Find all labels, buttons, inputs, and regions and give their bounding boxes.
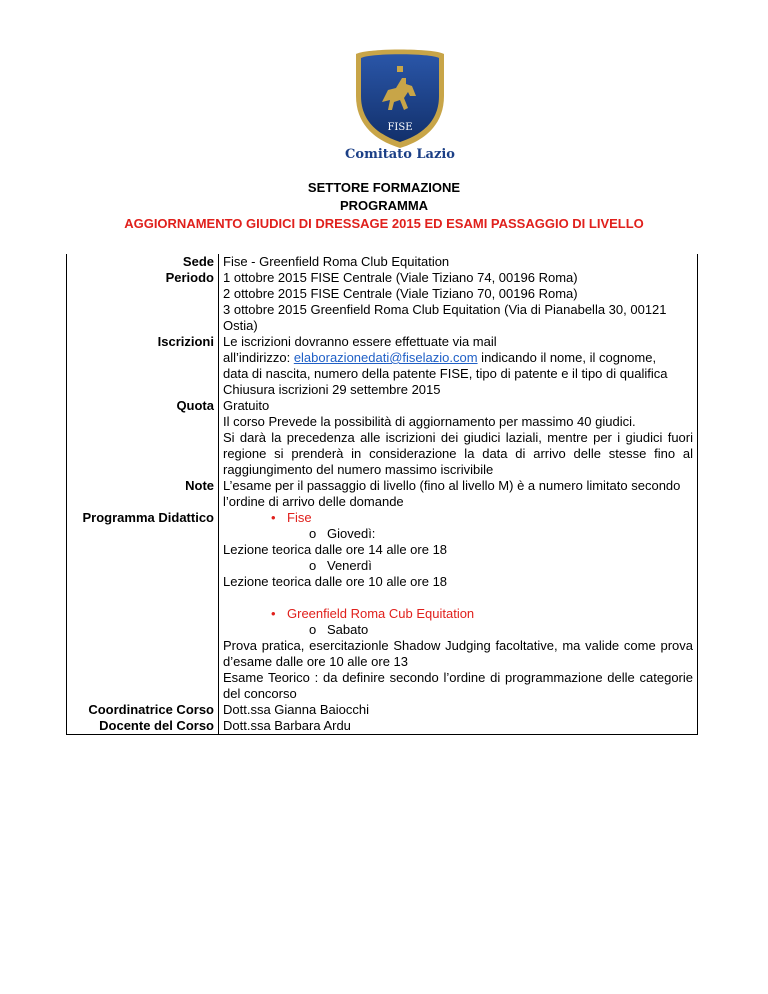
- value-iscrizioni: [219, 334, 698, 398]
- value-note: [219, 478, 698, 510]
- program-table: [66, 254, 698, 735]
- table-row-programma: [67, 510, 698, 702]
- quota-line-2: Il corso Prevede la possibilità di aggiornamento per massimo 40 giudici.: [223, 414, 636, 429]
- circle-bullet-icon: o: [309, 558, 317, 573]
- value-coordinatrice: Dott.ssa Gianna Baiocchi: [219, 702, 698, 718]
- iscrizioni-line-2: [223, 350, 693, 366]
- iscrizioni-line-3: data di nascita, numero della patente FISE, tipo di patente e il tipo di qualifica: [223, 366, 668, 381]
- value-docente: Dott.ssa Barbara Ardu: [219, 718, 698, 735]
- sub-giovedi: [223, 526, 693, 542]
- value-programma: [219, 510, 698, 702]
- sub-sabato: [223, 622, 693, 638]
- programma-text-4: Esame Teorico : da definire secondo l’ordine di programmazione delle categorie del concorso: [223, 670, 693, 701]
- table-row-coordinatrice: [67, 702, 698, 718]
- sub-venerdi-label: Venerdì: [327, 558, 372, 573]
- programma-text-3: Prova pratica, esercitazionle Shadow Judging facoltative, ma valide come prova d’esame dalle ore 10 alle ore 13: [223, 638, 693, 669]
- label-note: Note: [67, 478, 219, 510]
- table-row-sede: [67, 254, 698, 270]
- bullet-greenfield: [223, 606, 693, 622]
- iscrizioni-suffix: indicando il nome, il cognome,: [477, 350, 657, 365]
- label-periodo: Periodo: [67, 270, 219, 334]
- email-link[interactable]: elaborazionedati@fiselazio.com: [293, 350, 478, 365]
- bullet-fise-label: Fise: [287, 510, 312, 525]
- sub-giovedi-label: Giovedì:: [327, 526, 376, 541]
- periodo-line-3: 3 ottobre 2015 Greenfield Roma Club Equitation (Via di Pianabella 30, 00121: [223, 302, 667, 317]
- spacer: [223, 590, 693, 606]
- section-title: SETTORE FORMAZIONE: [307, 180, 461, 195]
- iscrizioni-prefix: all’indirizzo:: [223, 350, 294, 365]
- iscrizioni-line-4: Chiusura iscrizioni 29 settembre 2015: [223, 382, 441, 397]
- table-row-quota: [67, 398, 698, 478]
- periodo-line-4: Ostia): [223, 318, 258, 333]
- programma-text-1: Lezione teorica dalle ore 14 alle ore 18: [223, 542, 448, 557]
- quota-paragraph: Si darà la precedenza alle iscrizioni dei giudici laziali, mentre per i giudici fuori regione si prenderà in considerazione la data di arrivo delle stesse fino al raggiungimento del numero massimo iscrivibile: [223, 430, 693, 477]
- fise-lazio-logo: [336, 44, 464, 164]
- label-sede: Sede: [67, 254, 219, 270]
- logo-emblem-text: FISE: [387, 122, 413, 133]
- programma-text-2: Lezione teorica dalle ore 10 alle ore 18: [223, 574, 448, 589]
- bullet-icon: •: [271, 606, 276, 621]
- table-row-periodo: [67, 270, 698, 334]
- value-periodo: [219, 270, 698, 334]
- table-row-note: [67, 478, 698, 510]
- value-quota: [219, 398, 698, 478]
- bullet-greenfield-label: Greenfield Roma Cub Equitation: [287, 606, 475, 621]
- quota-line-1: Gratuito: [223, 398, 270, 413]
- bullet-icon: •: [271, 510, 276, 525]
- label-coordinatrice: Coordinatrice Corso: [67, 702, 219, 718]
- bullet-fise: [223, 510, 693, 526]
- note-line-1: L’esame per il passaggio di livello (fino al livello M) è a numero limitato secondo: [223, 478, 681, 493]
- label-iscrizioni: Iscrizioni: [67, 334, 219, 398]
- table-row-iscrizioni: [67, 334, 698, 398]
- sub-sabato-label: Sabato: [327, 622, 369, 637]
- table-row-docente: [67, 718, 698, 735]
- program-title: PROGRAMMA: [339, 198, 429, 213]
- sub-venerdi: [223, 558, 693, 574]
- iscrizioni-line-1: Le iscrizioni dovranno essere effettuate via mail: [223, 334, 497, 349]
- periodo-line-1: 1 ottobre 2015 FISE Centrale (Viale Tiziano 74, 00196 Roma): [223, 270, 578, 285]
- label-programma: Programma Didattico: [67, 510, 219, 702]
- circle-bullet-icon: o: [309, 622, 317, 637]
- note-line-2: l’ordine di arrivo delle domande: [223, 494, 404, 509]
- logo-caption: Comitato Lazio: [345, 147, 455, 162]
- label-docente: Docente del Corso: [67, 718, 219, 735]
- value-sede: Fise - Greenfield Roma Club Equitation: [219, 254, 698, 270]
- label-quota: Quota: [67, 398, 219, 478]
- periodo-line-2: 2 ottobre 2015 FISE Centrale (Viale Tiziano 70, 00196 Roma): [223, 286, 578, 301]
- course-title: AGGIORNAMENTO GIUDICI DI DRESSAGE 2015 ED ESAMI PASSAGGIO DI LIVELLO: [124, 216, 644, 231]
- circle-bullet-icon: o: [309, 526, 317, 541]
